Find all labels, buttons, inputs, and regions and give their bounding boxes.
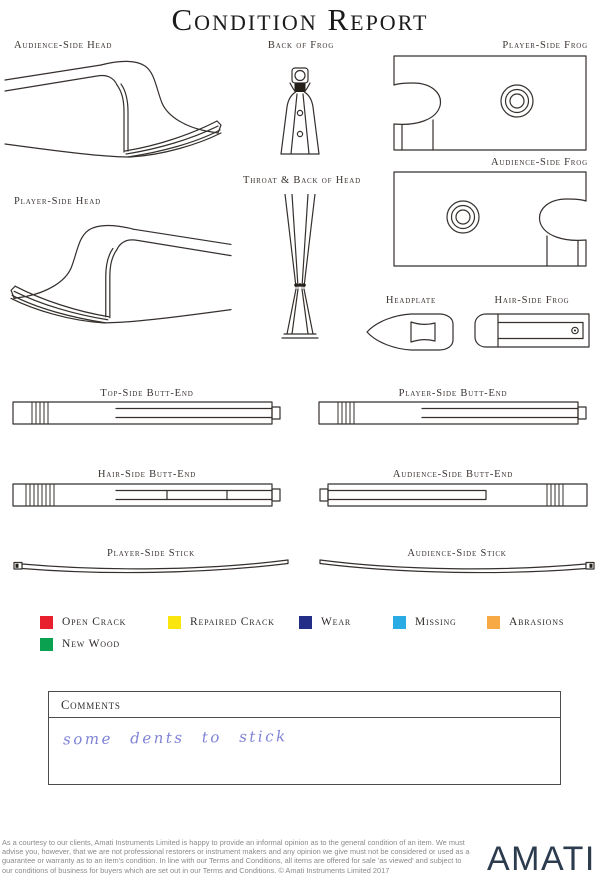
legend-label-missing: Missing (415, 616, 457, 628)
hair-side-butt-end-label: Hair-Side Butt-End (97, 469, 197, 480)
audience-side-head-label: Audience-Side Head (14, 40, 113, 51)
audience-side-butt-end-drawing (318, 481, 588, 509)
back-of-frog-drawing (278, 67, 322, 161)
top-side-butt-end-drawing (12, 399, 282, 427)
audience-side-butt-end-label: Audience-Side Butt-End (392, 469, 514, 480)
hair-side-frog-drawing (474, 313, 592, 349)
page-title: Condition Report (171, 2, 429, 37)
legend-swatch-new-wood (40, 638, 53, 651)
disclaimer-text: As a courtesy to our clients, Amati Instruments Limited is happy to provide an informal opinion as to the general condition of an item. We must advise you, however, that we are not professional restorers or instrument makers and any opinion we give must not be considered or used as a guarantee or warranty as to an item's condition. In line with our Terms and Conditions, all items are offered for sale 'as viewed' and subject to our conditions of business for buyers which are set out in our Terms and Conditions. © Amati Instruments Limited 2017 (2, 838, 470, 875)
back-of-frog-label: Back of Frog (267, 40, 335, 51)
player-side-stick-drawing (12, 558, 290, 578)
audience-side-stick-label: Audience-Side Stick (407, 548, 507, 559)
hair-side-butt-end-drawing (12, 481, 282, 509)
comments-label: Comments (49, 692, 560, 718)
throat-back-of-head-drawing (277, 194, 323, 346)
player-side-butt-end-drawing (318, 399, 588, 427)
legend-label-repaired-crack: Repaired Crack (190, 616, 275, 628)
player-side-stick-label: Player-Side Stick (107, 548, 195, 559)
legend-label-wear: Wear (321, 616, 352, 628)
legend-label-abrasions: Abrasions (509, 616, 565, 628)
audience-side-frog-label: Audience-Side Frog (491, 157, 588, 168)
headplate-label: Headplate (385, 295, 437, 306)
audience-side-head-drawing (4, 54, 226, 168)
player-side-frog-label: Player-Side Frog (502, 40, 588, 51)
audience-side-stick-drawing (318, 558, 596, 578)
hair-side-frog-label: Hair-Side Frog (494, 295, 570, 306)
legend-label-new-wood: New Wood (62, 638, 120, 650)
legend-label-open-crack: Open Crack (62, 616, 127, 628)
legend-swatch-missing (393, 616, 406, 629)
throat-back-of-head-label: Throat & Back of Head (243, 175, 361, 186)
player-side-frog-drawing (392, 54, 588, 152)
comments-box (48, 691, 561, 785)
audience-side-frog-drawing (392, 170, 588, 268)
legend-swatch-open-crack (40, 616, 53, 629)
player-side-butt-end-label: Player-Side Butt-End (398, 388, 508, 399)
amati-logo: AMATI (487, 840, 596, 878)
headplate-drawing (365, 309, 457, 355)
top-side-butt-end-label: Top-Side Butt-End (100, 388, 194, 399)
player-side-head-label: Player-Side Head (14, 196, 101, 207)
legend-swatch-wear (299, 616, 312, 629)
legend-swatch-repaired-crack (168, 616, 181, 629)
comments-field[interactable]: some dents to stick (62, 727, 288, 749)
player-side-head-drawing (6, 216, 232, 336)
legend-swatch-abrasions (487, 616, 500, 629)
